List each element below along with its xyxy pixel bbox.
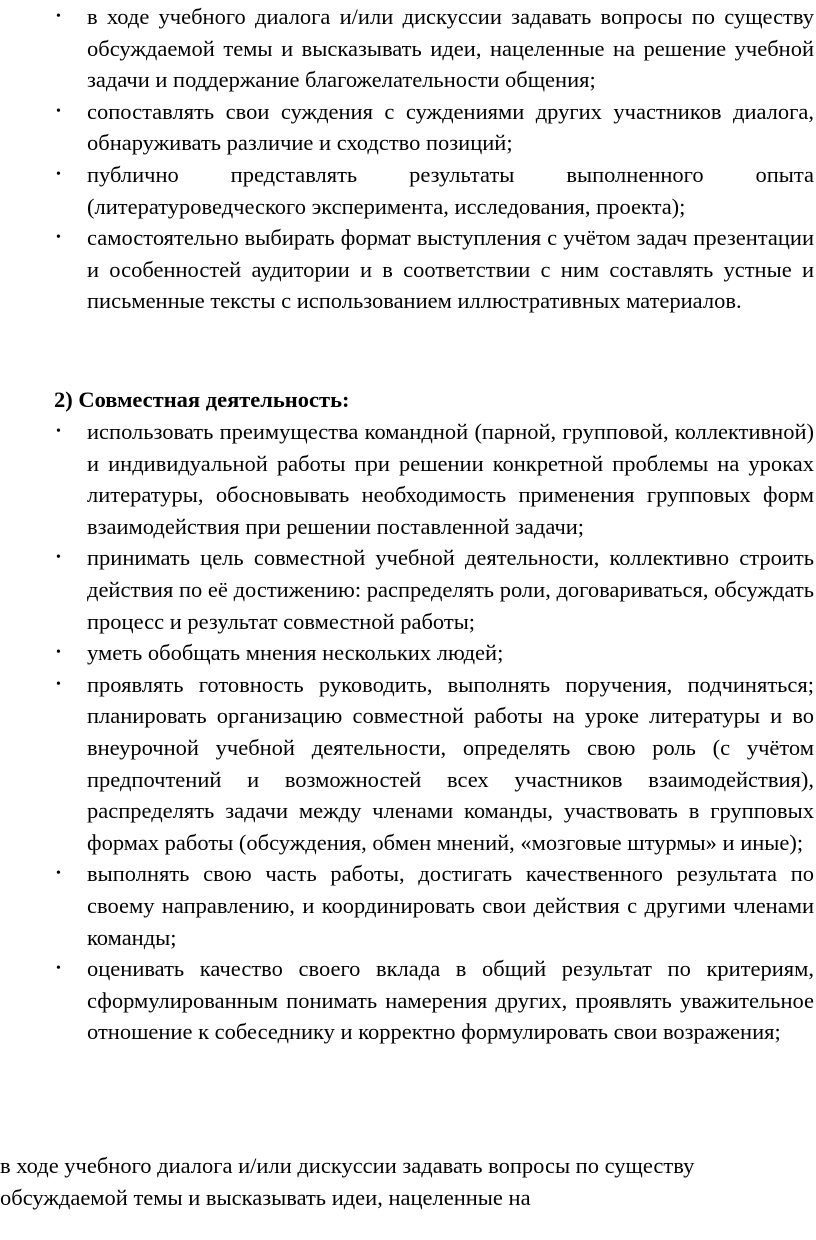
list-item	[0, 159, 816, 222]
list-item-text: проявлять готовность руководить, выполнять поручения, подчиняться; планировать организацию совместной работы на уроке литературы и во внеурочной учебной деятельности, определять свою роль (с учётом предпочтений и возможностей всех участников взаимодействия), распределять задачи между членами команды, участвовать в групповых формах работы (обсуждения, обмен мнений, «мозговые штурмы» и иные);	[87, 671, 814, 855]
list-item	[0, 637, 816, 669]
list-item	[0, 96, 816, 159]
bullet-icon: •	[56, 645, 61, 661]
list-item-text: принимать цель совместной учебной деятельности, коллективно строить действия по её достижению: распределять роли, договариваться, обсуждать процесс и результат совместной работы;	[87, 545, 814, 634]
list-item	[0, 1, 816, 96]
list-item	[0, 542, 816, 637]
bullet-list-communication	[0, 1, 816, 317]
bullet-icon: •	[56, 866, 61, 882]
list-item	[0, 669, 816, 859]
list-item-text: использовать преимущества командной (парной, групповой, коллективной) и индивидуальной работы при решении конкретной проблемы на уроках литературы, обосновывать необходимость применения групповых форм взаимодействия при решении поставленной задачи;	[87, 419, 814, 539]
list-item	[0, 222, 816, 317]
trailing-line: обсуждаемой темы и высказывать идеи, нацеленные на	[0, 1184, 531, 1210]
bullet-icon: •	[56, 550, 61, 566]
list-item	[0, 858, 816, 953]
list-item-text: в ходе учебного диалога и/или дискуссии задавать вопросы по существу обсуждаемой темы и высказывать идеи, нацеленные на решение учебной задачи и поддержание благожелательности общения;	[87, 4, 814, 93]
list-item-text: публично представлять результаты выполненного опыта (литературоведческого эксперимента, исследования, проекта);	[87, 161, 814, 219]
trailing-paragraph	[0, 1150, 800, 1213]
bullet-list-collaboration	[0, 416, 816, 1048]
bullet-icon: •	[56, 9, 61, 24]
list-item-text: выполнять свою часть работы, достигать качественного результата по своему направлению, и координировать свои действия с другими членами команды;	[87, 861, 814, 950]
list-item	[0, 416, 816, 542]
trailing-line: в ходе учебного диалога и/или дискуссии задавать вопросы по существу	[0, 1153, 695, 1178]
list-item-text: сопоставлять свои суждения с суждениями других участников диалога, обнаруживать различие и сходство позиций;	[87, 98, 814, 156]
bullet-icon: •	[56, 676, 61, 692]
list-item-text: самостоятельно выбирать формат выступления с учётом задач презентации и особенностей аудитории и в соответствии с ним составлять устные и письменные тексты с использованием иллюстративных материалов.	[87, 225, 814, 314]
bullet-icon: •	[56, 103, 61, 119]
list-item-text: уметь обобщать мнения нескольких людей;	[87, 640, 504, 666]
section-heading: 2) Совместная деятельность:	[54, 387, 350, 412]
list-item-text: оценивать качество своего вклада в общий результат по критериям, сформулированным понимать намерения других, проявлять уважительное отношение к собеседнику и корректно формулировать свои возражения;	[87, 956, 814, 1045]
bullet-icon: •	[56, 424, 61, 439]
bullet-icon: •	[56, 961, 61, 977]
bullet-icon: •	[56, 230, 61, 246]
list-item	[0, 953, 816, 1048]
bullet-icon: •	[56, 166, 61, 182]
